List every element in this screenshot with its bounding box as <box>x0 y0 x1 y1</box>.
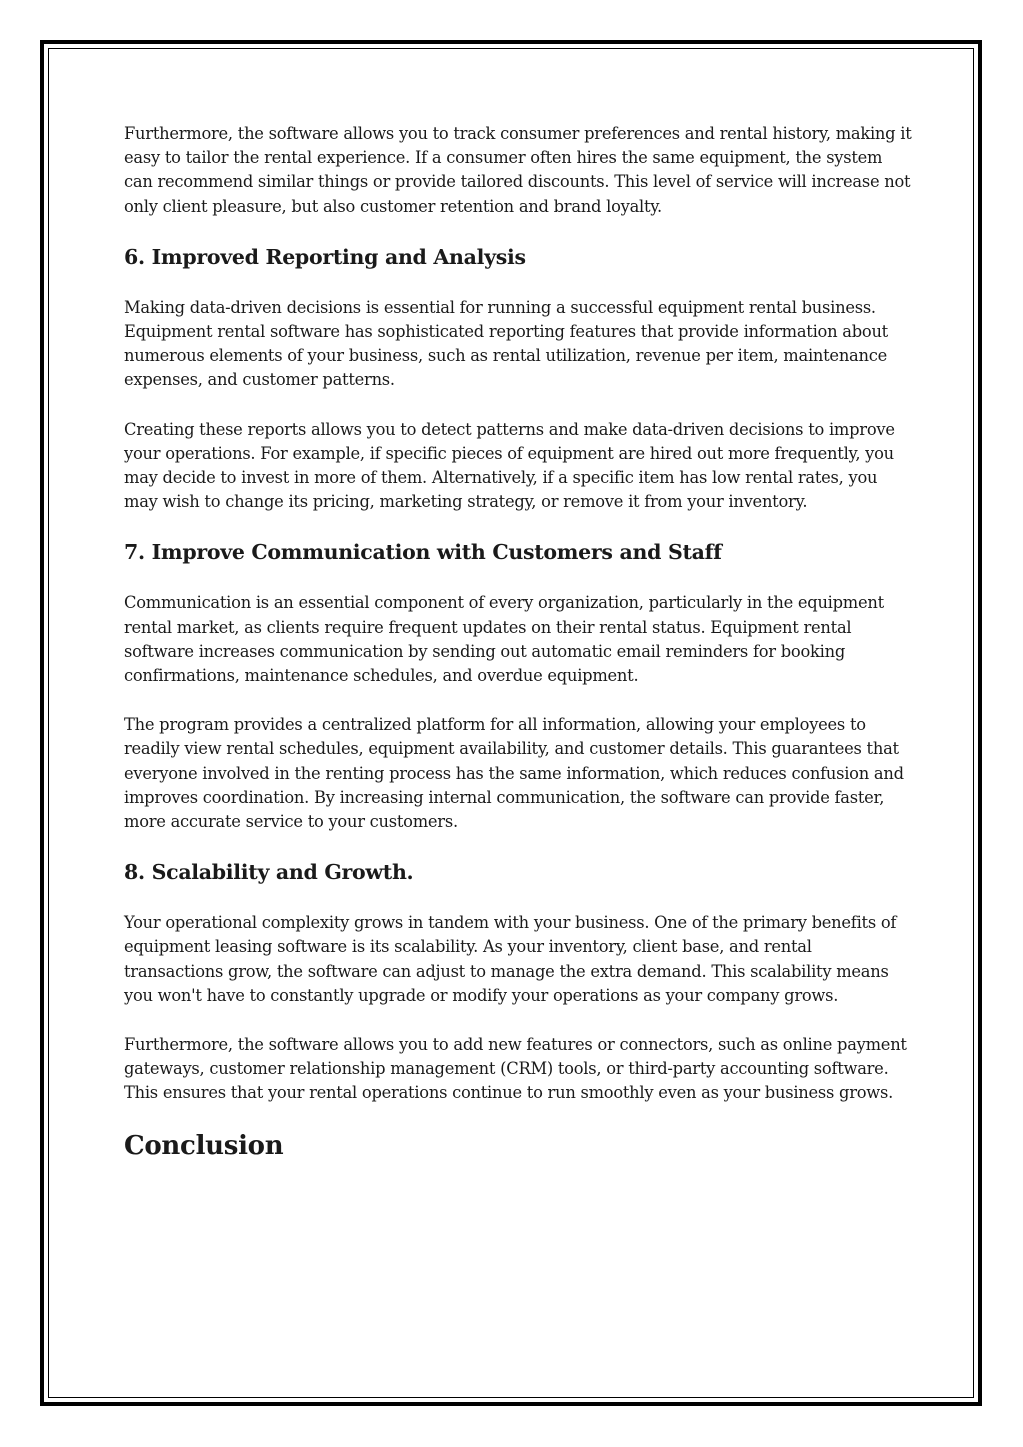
section-paragraph: Creating these reports allows you to detect patterns and make data-driven decisions to improve your operations. For example, if specific pieces of equipment are hired out more frequently, you may decide to invest in more of them. Alternatively, if a specific item has low rental rates, you may wish to change its pricing, marketing strategy, or remove it from your inventory. <box>124 419 895 512</box>
intro-paragraph: Furthermore, the software allows you to track consumer preferences and rental history, making it easy to tailor the rental experience. If a consumer often hires the same equipment, the system can recommend similar things or provide tailored discounts. This level of service will increase not only client pleasure, but also customer retention and brand loyalty. <box>124 124 912 216</box>
document-body <box>124 122 914 1163</box>
section-paragraph: Your operational complexity grows in tandem with your business. One of the primary benefits of equipment leasing software is its scalability. As your inventory, client base, and rental transactions grow, the software can adjust to manage the extra demand. This scalability means you won't have to constantly upgrade or modify your operations as your company grows. <box>124 913 897 1005</box>
section-heading-communication: 7. Improve Communication with Customers and Staff <box>124 540 722 565</box>
section-heading-reporting: 6. Improved Reporting and Analysis <box>124 244 526 269</box>
section-paragraph: Making data-driven decisions is essential for running a successful equipment rental business. Equipment rental software has sophisticated reporting features that provide information about numerous elements of your business, such as rental utilization, revenue per item, maintenance expenses, and customer patterns. <box>124 297 888 390</box>
conclusion-heading: Conclusion <box>124 1130 284 1161</box>
section-heading-scalability: 8. Scalability and Growth. <box>124 860 414 885</box>
section-paragraph: Communication is an essential component of every organization, particularly in the equipment rental market, as clients require frequent updates on their rental status. Equipment rental software increases communication by sending out automatic email reminders for booking confirmations, maintenance schedules, and overdue equipment. <box>124 593 884 686</box>
section-paragraph: Furthermore, the software allows you to add new features or connectors, such as online payment gateways, customer relationship management (CRM) tools, or third-party accounting software. This ensures that your rental operations continue to run smoothly even as your business grows. <box>124 1035 907 1103</box>
section-paragraph: The program provides a centralized platform for all information, allowing your employees to readily view rental schedules, equipment availability, and customer details. This guarantees that everyone involved in the renting process has the same information, which reduces confusion and improves coordination. By increasing internal communication, the software can provide faster, more accurate service to your customers. <box>124 715 904 832</box>
